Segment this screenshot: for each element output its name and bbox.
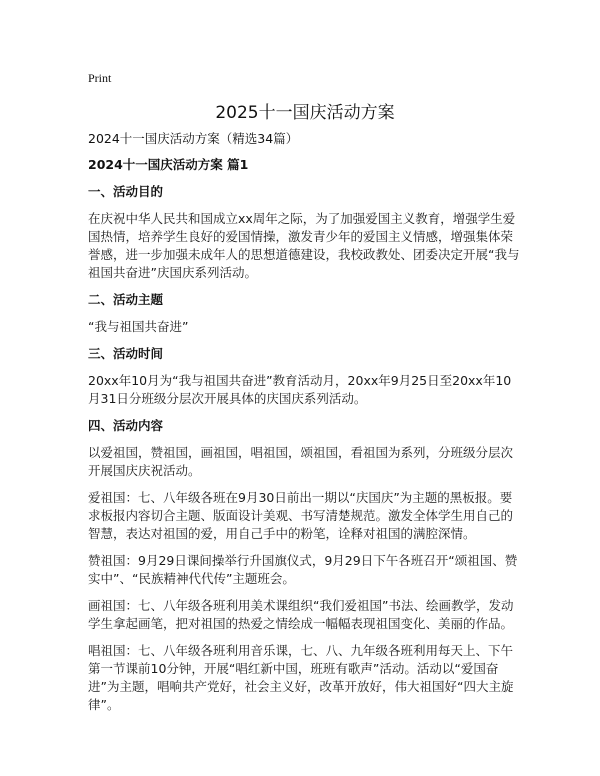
paragraph: 画祖国：七、八年级各班利用美术课组织“我们爱祖国”书法、绘画教学，发动学生拿起画笔，把对祖国的热爱之情绘成一幅幅表现祖国变化、美丽的作品。 [88,598,514,631]
document-page [88,69,522,723]
document-subtitle: 2024十一国庆活动方案（精选34篇） [88,131,299,146]
section-heading-time: 三、活动时间 [88,346,164,361]
paragraph: 唱祖国：七、八年级各班利用音乐课，七、八、九年级各班利用每天上、下午第一节课前10分钟，开展“唱红新中国，班班有歌声”活动。活动以“爱国奋进”为主题，唱响共产党好，社会主义好，改革开放好，伟大祖国好“四大主旋律”。 [88,643,514,712]
section-heading-content: 四、活动内容 [88,418,164,433]
paragraph: 以爱祖国，赞祖国，画祖国，唱祖国，颂祖国，看祖国为系列，分班级分层次开展国庆庆祝活动。 [88,445,514,478]
paragraph: 赞祖国：9月29日课间操举行升国旗仪式，9月29日下午各班召开“颂祖国、赞实中”、“民族精神代代传”主题班会。 [88,553,518,586]
paragraph: 爱祖国：七、八年级各班在9月30日前出一期以“庆国庆”为主题的黑板报。要求板报内容切合主题、版面设计美观、书写清楚规范。激发全体学生用自己的智慧，表达对祖国的爱，用自己手中的粉笔，诠释对祖国的满腔深情。 [88,490,514,541]
page-title: 2025十一国庆活动方案 [215,103,395,123]
paragraph: “我与祖国共奋进” [88,319,189,334]
paragraph: 20xx年10月为“我与祖国共奋进”教育活动月，20xx年9月25日至20xx年10月31日分班级分层次开展具体的庆国庆系列活动。 [88,373,512,406]
print-link[interactable]: Print [88,71,112,85]
section-heading-theme: 二、活动主题 [88,292,164,307]
article-heading: 2024十一国庆活动方案 篇1 [88,157,249,172]
paragraph: 在庆祝中华人民共和国成立xx周年之际，为了加强爱国主义教育，增强学生爱国热情，培养学生良好的爱国情操，激发青少年的爱国主义情感，增强集体荣誉感，进一步加强未成年人的思想道德建设，我校政教处、团委决定开展“我与祖国共奋进”庆国庆系列活动。 [88,211,520,280]
section-heading-purpose: 一、活动目的 [88,184,164,199]
